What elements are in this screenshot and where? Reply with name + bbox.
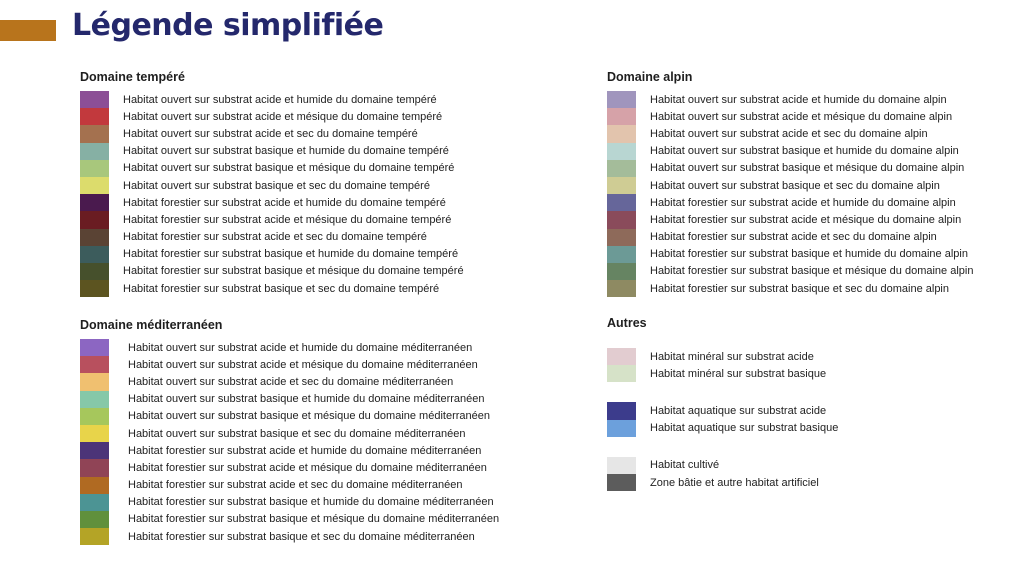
legend-item [80, 108, 464, 125]
legend-label: Habitat forestier sur substrat acide et humide du domaine alpin [650, 196, 956, 209]
color-swatch [607, 263, 636, 280]
legend-label: Habitat ouvert sur substrat acide et mésique du domaine tempéré [123, 110, 443, 123]
legend-label: Habitat ouvert sur substrat acide et mésique du domaine méditerranéen [128, 358, 478, 371]
legend-label: Habitat cultivé [650, 459, 720, 472]
legend-label: Habitat forestier sur substrat acide et humide du domaine tempéré [123, 196, 446, 209]
group-spacer [607, 382, 838, 402]
legend-label: Habitat minéral sur substrat acide [650, 350, 814, 363]
color-swatch [80, 494, 109, 511]
legend-item [80, 125, 464, 142]
legend-label: Habitat ouvert sur substrat acide et sec du domaine méditerranéen [128, 375, 454, 388]
color-swatch [80, 408, 109, 425]
legend-item [80, 477, 499, 494]
page-title: Légende simplifiée [72, 8, 384, 43]
legend-label: Habitat ouvert sur substrat acide et humide du domaine tempéré [123, 93, 437, 106]
legend-label: Habitat ouvert sur substrat acide et humide du domaine alpin [650, 93, 947, 106]
legend-item [607, 420, 838, 437]
legend-label: Zone bâtie et autre habitat artificiel [650, 476, 819, 489]
title-accent-bar [0, 20, 56, 41]
color-swatch [607, 91, 636, 108]
legend-item [607, 246, 973, 263]
legend-label: Habitat forestier sur substrat acide et mésique du domaine alpin [650, 213, 962, 226]
color-swatch [607, 402, 636, 419]
color-swatch [80, 125, 109, 142]
legend-item [607, 125, 973, 142]
color-swatch [80, 91, 109, 108]
color-swatch [607, 177, 636, 194]
color-swatch [80, 108, 109, 125]
color-swatch [607, 280, 636, 297]
color-swatch [607, 160, 636, 177]
legend-label: Habitat forestier sur substrat acide et humide du domaine méditerranéen [128, 444, 482, 457]
color-swatch [80, 160, 109, 177]
legend-item [607, 348, 838, 365]
color-swatch [607, 125, 636, 142]
color-swatch [607, 420, 636, 437]
color-swatch [607, 194, 636, 211]
color-swatch [80, 246, 109, 263]
legend-item [607, 91, 973, 108]
legend-label: Habitat forestier sur substrat basique et humide du domaine tempéré [123, 248, 459, 261]
section-domaine-tempere [80, 70, 464, 297]
legend-label: Habitat forestier sur substrat basique et mésique du domaine tempéré [123, 265, 464, 278]
section-autres [607, 316, 838, 491]
color-swatch [80, 528, 109, 545]
legend-item [607, 263, 973, 280]
legend-label: Habitat ouvert sur substrat basique et sec du domaine alpin [650, 179, 940, 192]
legend-item [607, 211, 973, 228]
legend-item [80, 459, 499, 476]
legend-item [607, 280, 973, 297]
legend-label: Habitat ouvert sur substrat basique et humide du domaine méditerranéen [128, 393, 485, 406]
color-swatch [80, 229, 109, 246]
color-swatch [80, 143, 109, 160]
legend-label: Habitat forestier sur substrat acide et mésique du domaine méditerranéen [128, 461, 487, 474]
color-swatch [80, 177, 109, 194]
legend-label: Habitat forestier sur substrat basique et sec du domaine tempéré [123, 282, 440, 295]
color-swatch [80, 459, 109, 476]
legend-label: Habitat forestier sur substrat basique et sec du domaine alpin [650, 282, 949, 295]
legend-item [607, 177, 973, 194]
legend-label: Habitat forestier sur substrat basique et sec du domaine méditerranéen [128, 530, 475, 543]
legend-item [80, 160, 464, 177]
color-swatch [607, 246, 636, 263]
legend-item [80, 194, 464, 211]
legend-item [80, 442, 499, 459]
section-domaine-mediterraneen [80, 318, 499, 545]
legend-label: Habitat ouvert sur substrat acide et humide du domaine méditerranéen [128, 341, 473, 354]
color-swatch [80, 442, 109, 459]
legend-label: Habitat ouvert sur substrat acide et sec du domaine alpin [650, 127, 928, 140]
color-swatch [607, 143, 636, 160]
color-swatch [80, 356, 109, 373]
color-swatch [80, 391, 109, 408]
legend-item [80, 263, 464, 280]
section-heading: Domaine méditerranéen [80, 318, 223, 332]
legend-item [80, 425, 499, 442]
legend-item [80, 211, 464, 228]
color-swatch [80, 373, 109, 390]
legend-label: Habitat forestier sur substrat basique et humide du domaine méditerranéen [128, 496, 494, 509]
legend-item [80, 494, 499, 511]
legend-label: Habitat ouvert sur substrat acide et mésique du domaine alpin [650, 110, 953, 123]
legend-item [80, 143, 464, 160]
color-swatch [607, 348, 636, 365]
legend-list [607, 348, 838, 491]
legend-item [80, 408, 499, 425]
legend-label: Habitat ouvert sur substrat basique et humide du domaine tempéré [123, 145, 449, 158]
legend-item [607, 143, 973, 160]
color-swatch [607, 211, 636, 228]
legend-label: Habitat forestier sur substrat acide et sec du domaine tempéré [123, 231, 427, 244]
color-swatch [80, 194, 109, 211]
color-swatch [607, 457, 636, 474]
legend-item [607, 402, 838, 419]
color-swatch [607, 108, 636, 125]
legend-item [80, 339, 499, 356]
legend-label: Habitat forestier sur substrat acide et sec du domaine méditerranéen [128, 479, 463, 492]
legend-label: Habitat minéral sur substrat basique [650, 367, 827, 380]
legend-list [80, 91, 464, 297]
legend-item [80, 91, 464, 108]
legend-label: Habitat ouvert sur substrat basique et mésique du domaine méditerranéen [128, 410, 490, 423]
legend-label: Habitat aquatique sur substrat basique [650, 422, 839, 435]
legend-label: Habitat forestier sur substrat basique et humide du domaine alpin [650, 248, 968, 261]
legend-item [607, 365, 838, 382]
section-heading: Domaine alpin [607, 70, 693, 84]
section-heading: Domaine tempéré [80, 70, 185, 84]
legend-label: Habitat forestier sur substrat basique et mésique du domaine méditerranéen [128, 513, 500, 526]
legend-label: Habitat ouvert sur substrat basique et mésique du domaine tempéré [123, 162, 455, 175]
legend-list [80, 339, 499, 545]
legend-label: Habitat forestier sur substrat acide et sec du domaine alpin [650, 231, 937, 244]
color-swatch [80, 211, 109, 228]
legend-label: Habitat ouvert sur substrat acide et sec du domaine tempéré [123, 127, 418, 140]
section-domaine-alpin [607, 70, 973, 297]
color-swatch [80, 477, 109, 494]
legend-item [80, 246, 464, 263]
color-swatch [607, 229, 636, 246]
legend-item [80, 177, 464, 194]
group-spacer [607, 437, 838, 457]
legend-item [607, 194, 973, 211]
legend-item [80, 229, 464, 246]
legend-list [607, 91, 973, 297]
legend-item [80, 511, 499, 528]
legend-item [80, 280, 464, 297]
legend-label: Habitat ouvert sur substrat basique et sec du domaine méditerranéen [128, 427, 466, 440]
legend-item [80, 356, 499, 373]
legend-label: Habitat forestier sur substrat basique et mésique du domaine alpin [650, 265, 974, 278]
legend-label: Habitat ouvert sur substrat basique et humide du domaine alpin [650, 145, 959, 158]
legend-label: Habitat forestier sur substrat acide et mésique du domaine tempéré [123, 213, 452, 226]
legend-item [607, 108, 973, 125]
color-swatch [80, 425, 109, 442]
legend-item [607, 474, 838, 491]
legend-item [80, 528, 499, 545]
legend-label: Habitat aquatique sur substrat acide [650, 404, 827, 417]
color-swatch [80, 263, 109, 280]
color-swatch [80, 511, 109, 528]
color-swatch [80, 280, 109, 297]
legend-label: Habitat ouvert sur substrat basique et mésique du domaine alpin [650, 162, 965, 175]
legend-item [607, 229, 973, 246]
color-swatch [607, 365, 636, 382]
legend-item [80, 373, 499, 390]
legend-item [607, 160, 973, 177]
color-swatch [607, 474, 636, 491]
legend-item [80, 391, 499, 408]
section-heading: Autres [607, 316, 647, 330]
color-swatch [80, 339, 109, 356]
legend-label: Habitat ouvert sur substrat basique et sec du domaine tempéré [123, 179, 430, 192]
legend-item [607, 457, 838, 474]
